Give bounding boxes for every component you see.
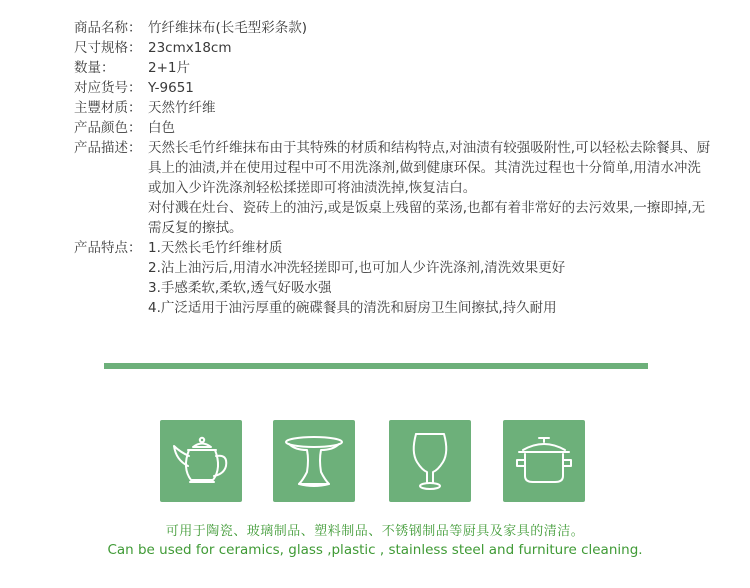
section-divider bbox=[104, 363, 648, 369]
spec-label: 商品名称： bbox=[74, 20, 142, 36]
spec-row-color bbox=[74, 118, 714, 138]
usage-icons bbox=[160, 420, 590, 502]
product-specs bbox=[74, 18, 714, 318]
spec-row-material bbox=[74, 98, 714, 118]
feature-item: 2.沾上油污后,用清水冲洗轻搓即可,也可加人少许洗涤剂,清洗效果更好 bbox=[148, 260, 566, 276]
usage-caption-cn: 可用于陶瓷、玻璃制品、塑料制品、不锈钢制品等厨具及家具的清洁。 bbox=[165, 524, 585, 539]
spec-value: Y-9651 bbox=[148, 80, 194, 96]
features-label: 产品特点： bbox=[74, 240, 142, 256]
spec-label: 对应货号： bbox=[74, 80, 142, 96]
description-paragraph: 天然长毛竹纤维抹布由于其特殊的材质和结构特点,对油渍有较强吸附性,可以轻松去除餐具、厨具上的油渍,并在使用过程中可不用洗涤剂,做到健康环保。其清洗过程也十分简单,用清水冲洗或加入少许洗涤剂轻松揉搓即可将油渍洗掉,恢复洁白。 bbox=[148, 140, 711, 196]
spec-label: 数量： bbox=[74, 60, 115, 76]
cake-stand-icon bbox=[273, 420, 355, 502]
spec-label: 尺寸规格： bbox=[74, 40, 142, 56]
spec-row-name bbox=[74, 18, 714, 38]
description-text bbox=[148, 138, 714, 238]
spec-label: 产品颜色： bbox=[74, 120, 142, 136]
spec-value: 天然竹纤维 bbox=[148, 100, 216, 116]
spec-value: 竹纤维抹布(长毛型彩条款) bbox=[148, 20, 308, 36]
usage-caption-en: Can be used for ceramics, glass ,plastic , stainless steel and furniture cleaning. bbox=[107, 542, 643, 558]
spec-row-features bbox=[74, 238, 714, 318]
teapot-icon bbox=[160, 420, 242, 502]
description-label: 产品描述： bbox=[74, 140, 142, 156]
spec-value: 白色 bbox=[148, 120, 175, 136]
feature-item: 4.广泛适用于油污厚重的碗碟餐具的清洗和厨房卫生间擦拭,持久耐用 bbox=[148, 300, 557, 316]
spec-row-quantity bbox=[74, 58, 714, 78]
cooking-pot-icon bbox=[503, 420, 585, 502]
spec-value: 2+1片 bbox=[148, 60, 190, 76]
spec-value: 23cmx18cm bbox=[148, 40, 232, 56]
description-paragraph: 对付溅在灶台、瓷砖上的油污,或是饭桌上残留的菜汤,也都有着非常好的去污效果,一擦即掉,无需反复的擦拭。 bbox=[148, 200, 706, 236]
wine-glass-icon bbox=[389, 420, 471, 502]
spec-label: 主豐材质： bbox=[74, 100, 142, 116]
spec-row-description bbox=[74, 138, 714, 238]
spec-row-size bbox=[74, 38, 714, 58]
spec-row-item-no bbox=[74, 78, 714, 98]
feature-item: 1.天然长毛竹纤维材质 bbox=[148, 240, 283, 256]
feature-item: 3.手感柔软,柔软,透气好吸水强 bbox=[148, 280, 332, 296]
features-list bbox=[148, 238, 714, 318]
